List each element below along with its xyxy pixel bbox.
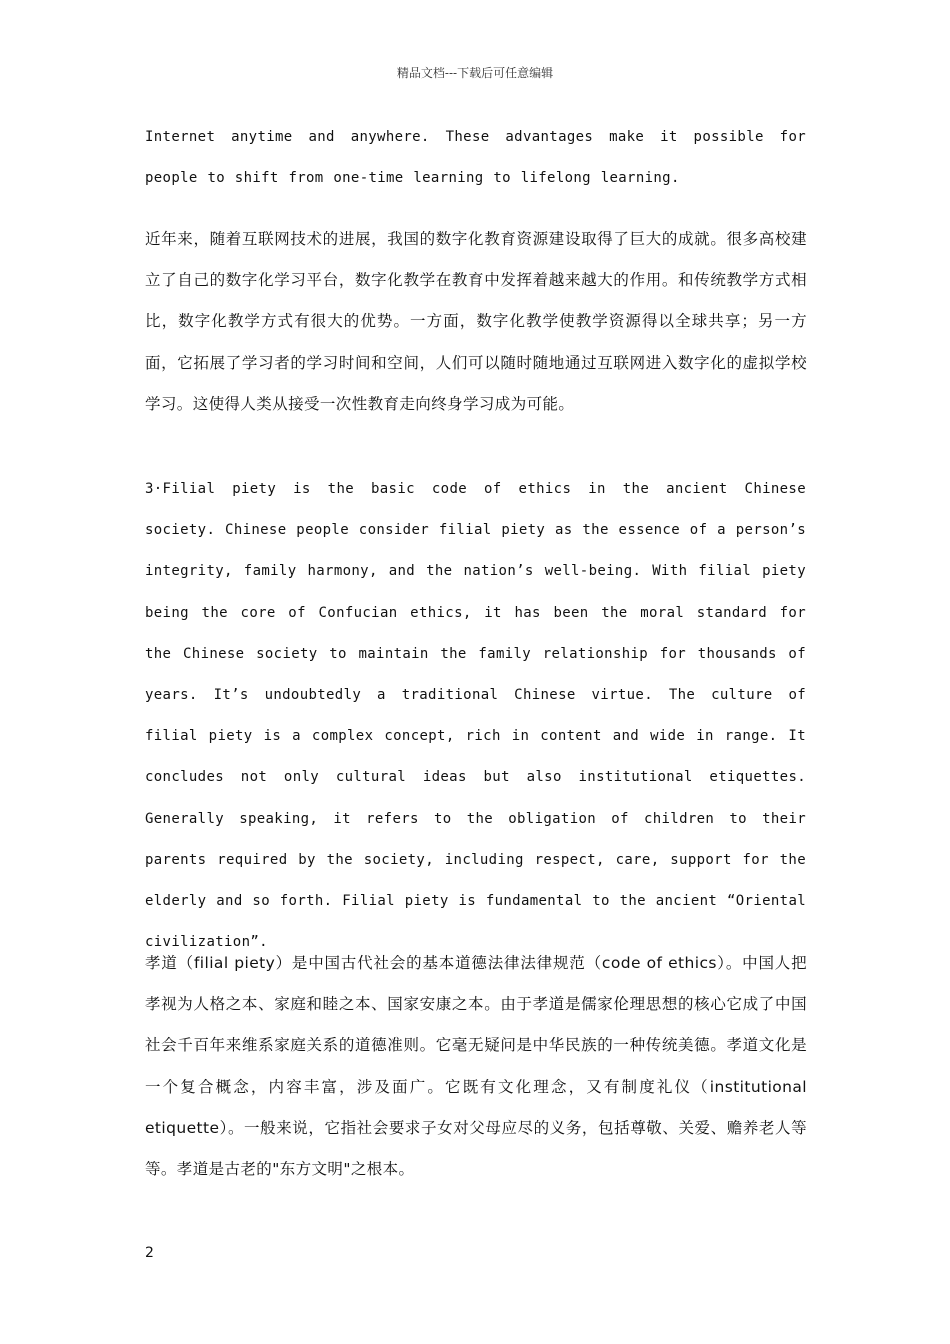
paragraph-english-1: Internet anytime and anywhere. These advantages make it possible for people to shift from one-time learning to lifelong learning. <box>145 129 806 187</box>
paragraph-chinese-2: 孝道（filial piety）是中国古代社会的基本道德法律法律规范（code of ethics）。中国人把孝视为人格之本、家庭和睦之本、国家安康之本。由于孝道是儒家伦理思想的核心它成了中国社会千百年来维系家庭关系的道德准则。它毫无疑问是中华民族的一种传统美德。孝道文化是一个复合概念，内容丰富，涉及面广。它既有文化理念，又有制度礼仪（institutional etiquette）。一般来说，它指社会要求子女对父母应尽的义务，包括尊敬、关爱、赡养老人等等。孝道是古老的"东方文明"之根本。 <box>145 954 807 1179</box>
paragraph-chinese-1: 近年来，随着互联网技术的进展，我国的数字化教育资源建设取得了巨大的成就。很多高校建立了自己的数字化学习平台，数字化教学在教育中发挥着越来越大的作用。和传统教学方式相比，数字化教学方式有很大的优势。一方面，数字化教学使教学资源得以全球共享；另一方面，它拓展了学习者的学习时间和空间，人们可以随时随地通过互联网进入数字化的虚拟学校学习。这使得人类从接受一次性教育走向终身学习成为可能。 <box>145 230 807 413</box>
page-number: 2 <box>145 1245 154 1261</box>
paragraph-english-2: 3·Filial piety is the basic code of ethics in the ancient Chinese society. Chinese people consider filial piety as the essence of a person’s integrity, family harmony, and the nation’s well-being. With filial piety being the core of Confucian ethics, it has been the moral standard for the Chinese society to maintain the family relationship for thousands of years. It’s undoubtedly a traditional Chinese virtue. The culture of filial piety is a complex concept, rich in content and wide in range. It concludes not only cultural ideas but also institutional etiquettes. Generally speaking, it refers to the obligation of children to their parents required by the society, including respect, care, support for the elderly and so forth. Filial piety is fundamental to the ancient “Oriental civilization”. <box>145 481 806 951</box>
page-header: 精品文档---下载后可任意编辑 <box>396 66 554 80</box>
